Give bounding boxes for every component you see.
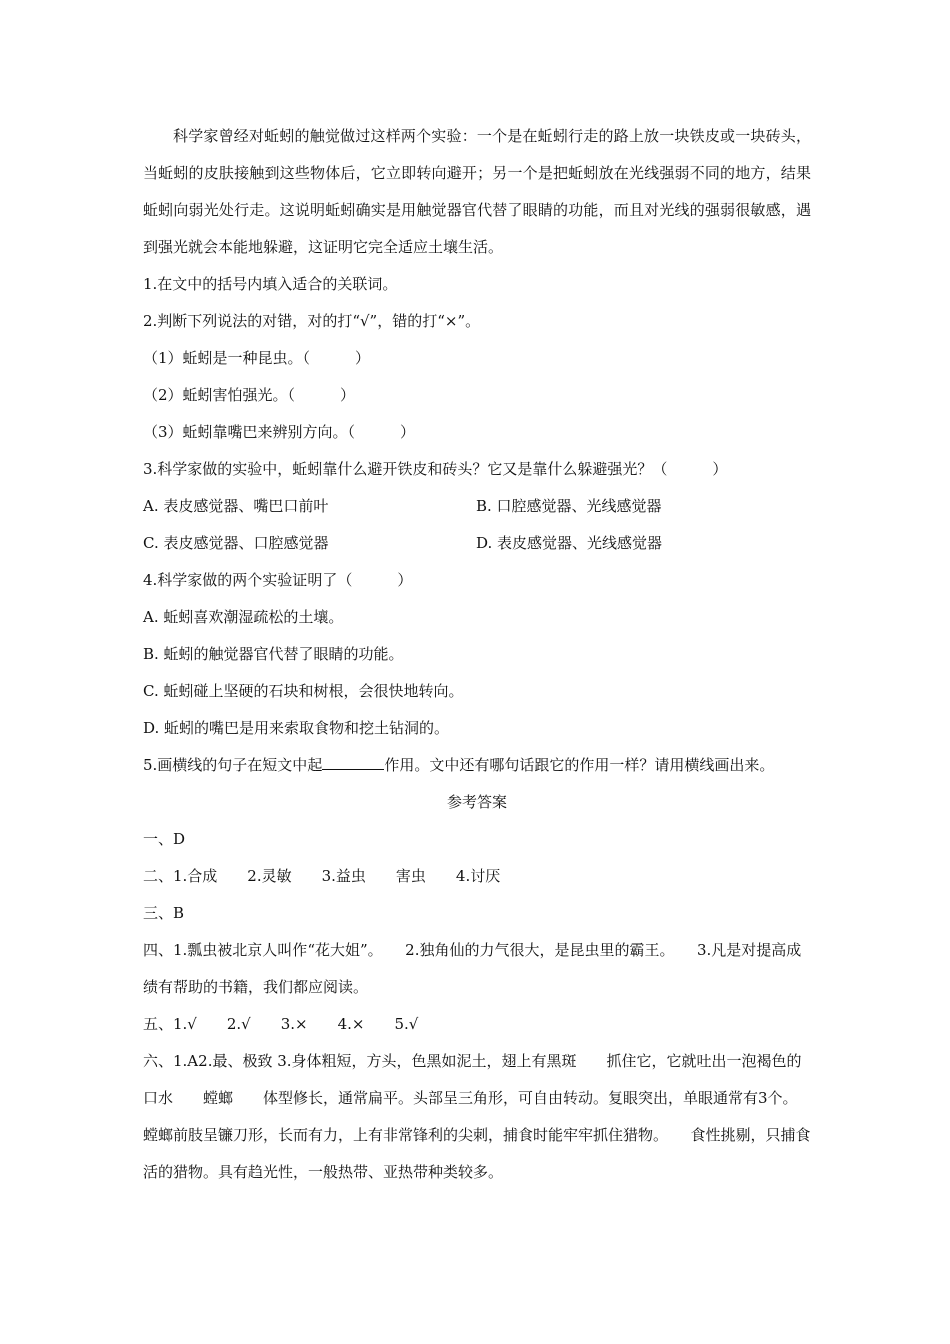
question-2: 2.判断下列说法的对错，对的打“√”，错的打“×”。 — [143, 312, 481, 330]
question-3-options-row-1 — [143, 488, 811, 525]
question-4-option-a: A. 蚯蚓喜欢潮湿疏松的土壤。 — [143, 608, 344, 626]
answer-section-4: 四、1.瓢虫被北京人叫作“花大姐”。 2.独角仙的力气很大，是昆虫里的霸王。 3.凡是对提高成绩有帮助的书籍，我们都应阅读。 — [143, 941, 802, 996]
option-a: A. 表皮感觉器、嘴巴口前叶 — [143, 497, 329, 515]
reading-passage: 科学家曾经对蚯蚓的触觉做过这样两个实验：一个是在蚯蚓行走的路上放一块铁皮或一块砖头，当蚯蚓的皮肤接触到这些物体后，它立即转向避开；另一个是把蚯蚓放在光线强弱不同的地方，结果蚯蚓向弱光处行走。这说明蚯蚓确实是用触觉器官代替了眼睛的功能，而且对光线的强弱很敏感，遇到强光就会本能地躲避，这证明它完全适应土壤生活。 — [143, 127, 811, 256]
answers-title: 参考答案 — [446, 793, 507, 811]
answer-section-1: 一、D — [143, 830, 186, 848]
question-4-option-b: B. 蚯蚓的触觉器官代替了眼睛的功能。 — [143, 645, 404, 663]
option-c: C. 表皮感觉器、口腔感觉器 — [143, 534, 329, 552]
option-b: B. 口腔感觉器、光线感觉器 — [476, 497, 662, 515]
question-4-option-d: D. 蚯蚓的嘴巴是用来索取食物和挖土钻洞的。 — [143, 719, 450, 737]
fill-blank — [322, 755, 384, 770]
question-2-item-2: （2）蚯蚓害怕强光。（ ） — [143, 386, 356, 404]
option-d: D. 表皮感觉器、光线感觉器 — [476, 534, 663, 552]
question-3-options-row-2 — [143, 525, 811, 562]
question-5-suffix: 作用。文中还有哪句话跟它的作用一样？请用横线画出来。 — [384, 756, 775, 774]
answer-section-6: 六、1.A2.最、极致 3.身体粗短，方头，色黑如泥土，翅上有黑斑 抓住它，它就吐出一泡褐色的口水 螳螂 体型修长，通常扁平。头部呈三角形，可自由转动。复眼突出，单眼通常有3个。螳螂前肢呈镰刀形，长而有力，上有非常锋利的尖刺，捕食时能牢牢抓住猎物。 食性挑剔，只捕食活的猎物。具有趋光性，一般热带、亚热带种类较多。 — [143, 1052, 811, 1181]
question-3: 3.科学家做的实验中，蚯蚓靠什么避开铁皮和砖头？它又是靠什么躲避强光？（ ） — [143, 460, 728, 478]
answer-section-3: 三、B — [143, 904, 185, 922]
question-1: 1.在文中的括号内填入适合的关联词。 — [143, 275, 398, 293]
question-2-item-1: （1）蚯蚓是一种昆虫。（ ） — [143, 349, 371, 367]
question-5 — [143, 747, 811, 784]
document-page — [143, 118, 811, 1191]
answer-section-2: 二、1.合成 2.灵敏 3.益虫 害虫 4.讨厌 — [143, 867, 501, 885]
question-4-option-c: C. 蚯蚓碰上坚硬的石块和树根，会很快地转向。 — [143, 682, 464, 700]
question-5-prefix: 5.画横线的句子在短文中起 — [143, 756, 323, 774]
question-4: 4.科学家做的两个实验证明了（ ） — [143, 571, 413, 589]
question-2-item-3: （3）蚯蚓靠嘴巴来辨别方向。（ ） — [143, 423, 416, 441]
answer-section-5: 五、1.√ 2.√ 3.× 4.× 5.√ — [143, 1015, 419, 1033]
